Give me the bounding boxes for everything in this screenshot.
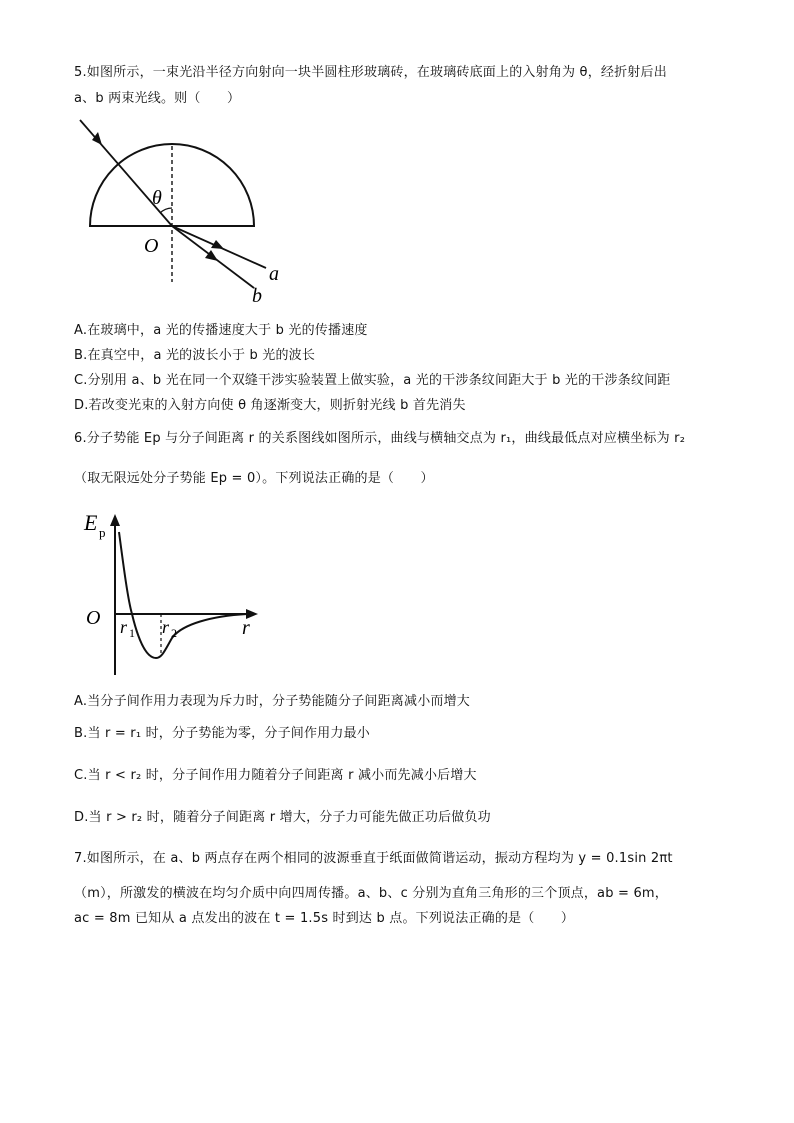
q5-stem-line2: a、b 两束光线。则（ ） — [74, 91, 241, 106]
label-r2-sub: 2 — [171, 626, 177, 640]
q5-option-b: B.在真空中，a 光的波长小于 b 光的波长 — [74, 348, 316, 363]
q5-figure-semicircle — [74, 112, 294, 312]
q7-stem-line2: （m），所激发的横波在均匀介质中向四周传播。a、b、c 分别为直角三角形的三个顶点，ab = 6m， — [74, 886, 668, 901]
q7-stem-line1: 7.如图所示，在 a、b 两点存在两个相同的波源垂直于纸面做简谐运动，振动方程均为 y = 0.1sin 2πt — [74, 851, 673, 866]
label-r2: r — [162, 617, 170, 637]
q6-figure-potential-curve — [82, 510, 272, 680]
q6-option-d: D.当 r > r₂ 时，随着分子间距离 r 增大，分子力可能先做正功后做负功 — [74, 810, 491, 825]
q5-option-a: A.在玻璃中，a 光的传播速度大于 b 光的传播速度 — [74, 323, 368, 338]
q6-option-c: C.当 r < r₂ 时，分子间作用力随着分子间距离 r 减小而先减小后增大 — [74, 768, 477, 783]
label-Ep-sub: p — [99, 525, 106, 540]
q7-stem-line3: ac = 8m 已知从 a 点发出的波在 t = 1.5s 时到达 b 点。下列说法正确的是（ ） — [74, 911, 575, 926]
q5-stem-line1: 5.如图所示，一束光沿半径方向射向一块半圆柱形玻璃砖，在玻璃砖底面上的入射角为 θ，经折射后出 — [74, 65, 667, 80]
label-O: O — [86, 607, 101, 629]
label-theta: θ — [152, 187, 162, 209]
label-Ep: E — [84, 510, 98, 535]
q5-option-d: D.若改变光束的入射方向使 θ 角逐渐变大，则折射光线 b 首先消失 — [74, 398, 466, 413]
q5-option-c: C.分别用 a、b 光在同一个双缝干涉实验装置上做实验，a 光的干涉条纹间距大于 b 光的干涉条纹间距 — [74, 373, 671, 388]
label-O: O — [144, 235, 159, 257]
y-axis-arrow — [110, 514, 120, 526]
q6-option-b: B.当 r = r₁ 时，分子势能为零，分子间作用力最小 — [74, 726, 370, 741]
incident-ray — [80, 120, 172, 226]
q6-option-a: A.当分子间作用力表现为斥力时，分子势能随分子间距离减小而增大 — [74, 694, 470, 709]
label-r1-sub: 1 — [129, 626, 135, 640]
label-r1: r — [120, 617, 128, 637]
q6-stem-line2: （取无限远处分子势能 Ep = 0）。下列说法正确的是（ ） — [74, 471, 434, 486]
potential-curve — [119, 532, 247, 658]
label-a: a — [269, 263, 279, 285]
label-b: b — [252, 285, 262, 307]
label-r: r — [242, 617, 250, 639]
incident-arrow — [92, 132, 102, 145]
q6-stem-line1: 6.分子势能 Ep 与分子间距离 r 的关系图线如图所示，曲线与横轴交点为 r₁，曲线最低点对应横坐标为 r₂ — [74, 431, 686, 446]
